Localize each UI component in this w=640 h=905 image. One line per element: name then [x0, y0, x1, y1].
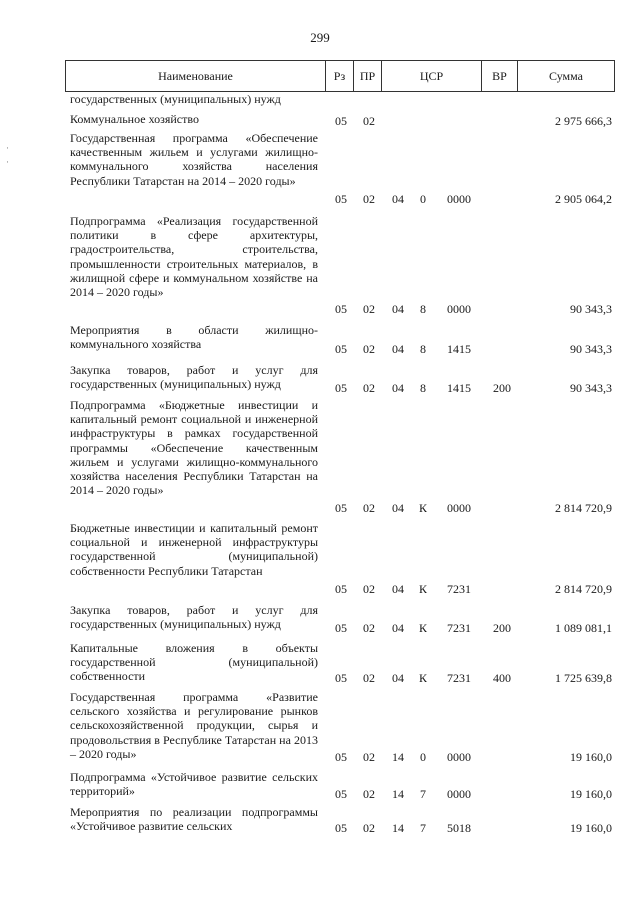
row-c2: 7 — [420, 787, 426, 801]
row-rz: 05 — [335, 671, 347, 685]
row-name: Капитальные вложения в объекты государственной (муниципальной) собственности — [70, 641, 318, 684]
row-c3: 1415 — [447, 342, 471, 356]
row-rz: 05 — [335, 342, 347, 356]
row-pr: 02 — [363, 381, 375, 395]
row-c3: 1415 — [447, 381, 471, 395]
row-name: Мероприятия в области жилищно-коммунального хозяйства — [70, 323, 318, 352]
row-c2: 7 — [420, 821, 426, 835]
table-row — [0, 112, 640, 128]
row-rz: 05 — [335, 750, 347, 764]
row-c3: 7231 — [447, 621, 471, 635]
row-c2: К — [418, 501, 427, 515]
row-c3: 0000 — [447, 750, 471, 764]
row-c1: 14 — [392, 821, 404, 835]
header-pr: ПР — [353, 61, 381, 91]
margin-mark: · — [6, 157, 9, 167]
row-c2: К — [418, 582, 427, 596]
table-row — [0, 398, 640, 515]
row-c1: 04 — [392, 192, 404, 206]
header-vr: ВР — [481, 61, 517, 91]
row-pr: 02 — [363, 501, 375, 515]
row-sum: 2 975 666,3 — [555, 114, 612, 128]
table-row — [0, 521, 640, 596]
row-c3: 0000 — [447, 192, 471, 206]
row-c2: 8 — [420, 342, 426, 356]
page-number: 299 — [310, 30, 330, 45]
row-sum: 90 343,3 — [570, 381, 612, 395]
row-c3: 7231 — [447, 671, 471, 685]
table-row — [0, 92, 640, 106]
row-sum: 1 725 639,8 — [555, 671, 612, 685]
row-sum: 1 089 081,1 — [555, 621, 612, 635]
table-row — [0, 131, 640, 206]
table-row — [0, 770, 640, 801]
row-c1: 04 — [392, 671, 404, 685]
row-rz: 05 — [335, 114, 347, 128]
row-name: Бюджетные инвестиции и капитальный ремонт социальной и инженерной инфраструктуры государственной (муниципальной) собственности Республики Татарстан — [70, 521, 318, 578]
row-c1: 04 — [392, 302, 404, 316]
row-c1: 04 — [392, 621, 404, 635]
row-rz: 05 — [335, 621, 347, 635]
header-rz: Рз — [325, 61, 353, 91]
row-pr: 02 — [363, 821, 375, 835]
row-c1: 04 — [392, 582, 404, 596]
row-sum: 90 343,3 — [570, 302, 612, 316]
table-row — [0, 641, 640, 685]
row-c1: 14 — [392, 787, 404, 801]
table-row — [0, 323, 640, 356]
row-c1: 04 — [392, 381, 404, 395]
row-c1: 04 — [392, 501, 404, 515]
table-row — [0, 363, 640, 395]
row-pr: 02 — [363, 302, 375, 316]
row-rz: 05 — [335, 501, 347, 515]
row-c3: 0000 — [447, 501, 471, 515]
row-vr: 200 — [493, 381, 511, 395]
row-name: государственных (муниципальных) нужд — [70, 92, 281, 106]
row-sum: 2 814 720,9 — [555, 582, 612, 596]
row-sum: 19 160,0 — [570, 787, 612, 801]
table-row — [0, 690, 640, 764]
row-c2: 0 — [420, 750, 426, 764]
row-c2: К — [418, 671, 427, 685]
row-c1: 04 — [392, 342, 404, 356]
row-c1: 14 — [392, 750, 404, 764]
row-name: Подпрограмма «Реализация государственной политики в сфере архитектуры, градостроительства, строительства, промышленности строительных материалов, в жилищной сфере и коммунальном хозяйстве на 2014 – 2020 годы» — [70, 214, 318, 300]
row-name: Коммунальное хозяйство — [70, 112, 199, 126]
row-pr: 02 — [363, 192, 375, 206]
header-name: Наименование — [158, 69, 233, 83]
row-c2: 0 — [420, 192, 426, 206]
row-rz: 05 — [335, 302, 347, 316]
table-row — [0, 214, 640, 316]
row-c3: 5018 — [447, 821, 471, 835]
header-csr: ЦСР — [381, 61, 481, 91]
row-c2: К — [418, 621, 427, 635]
row-c3: 0000 — [447, 302, 471, 316]
row-name: Государственная программа «Развитие сельского хозяйства и регулирование рынков сельскохозяйственной продукции, сырья и продовольствия в Республике Татарстан на 2013 – 2020 годы» — [70, 690, 318, 761]
row-vr: 200 — [493, 621, 511, 635]
row-name: Закупка товаров, работ и услуг для государственных (муниципальных) нужд — [70, 363, 318, 392]
row-pr: 02 — [363, 750, 375, 764]
table-header — [65, 60, 615, 92]
margin-mark: · — [6, 143, 9, 153]
row-pr: 02 — [363, 621, 375, 635]
row-rz: 05 — [335, 582, 347, 596]
row-sum: 19 160,0 — [570, 750, 612, 764]
row-name: Мероприятия по реализации подпрограммы «Устойчивое развитие сельских — [70, 805, 318, 834]
row-pr: 02 — [363, 787, 375, 801]
table-row — [0, 603, 640, 635]
row-sum: 2 814 720,9 — [555, 501, 612, 515]
row-rz: 05 — [335, 381, 347, 395]
header-sum: Сумма — [517, 61, 614, 91]
row-rz: 05 — [335, 787, 347, 801]
row-name: Государственная программа «Обеспечение качественным жильем и услугами жилищно-коммунального хозяйства населения Республики Татарстан на 2014 – 2020 годы» — [70, 131, 318, 188]
row-name: Подпрограмма «Устойчивое развитие сельских территорий» — [70, 770, 318, 799]
row-c3: 7231 — [447, 582, 471, 596]
row-c2: 8 — [420, 302, 426, 316]
row-c3: 0000 — [447, 787, 471, 801]
row-vr: 400 — [493, 671, 511, 685]
row-pr: 02 — [363, 671, 375, 685]
row-c2: 8 — [420, 381, 426, 395]
row-name: Подпрограмма «Бюджетные инвестиции и капитальный ремонт социальной и инженерной инфраструктуры в рамках государственной программы «Обеспечение качественным жильем и услугами жилищно-коммунального хозяйства населения Республики Татарстан на 2014 – 2020 годы» — [70, 398, 318, 498]
row-sum: 2 905 064,2 — [555, 192, 612, 206]
row-rz: 05 — [335, 821, 347, 835]
table-row — [0, 805, 640, 835]
row-name: Закупка товаров, работ и услуг для государственных (муниципальных) нужд — [70, 603, 318, 632]
row-rz: 05 — [335, 192, 347, 206]
row-sum: 19 160,0 — [570, 821, 612, 835]
row-pr: 02 — [363, 582, 375, 596]
row-pr: 02 — [363, 342, 375, 356]
row-pr: 02 — [363, 114, 375, 128]
row-sum: 90 343,3 — [570, 342, 612, 356]
